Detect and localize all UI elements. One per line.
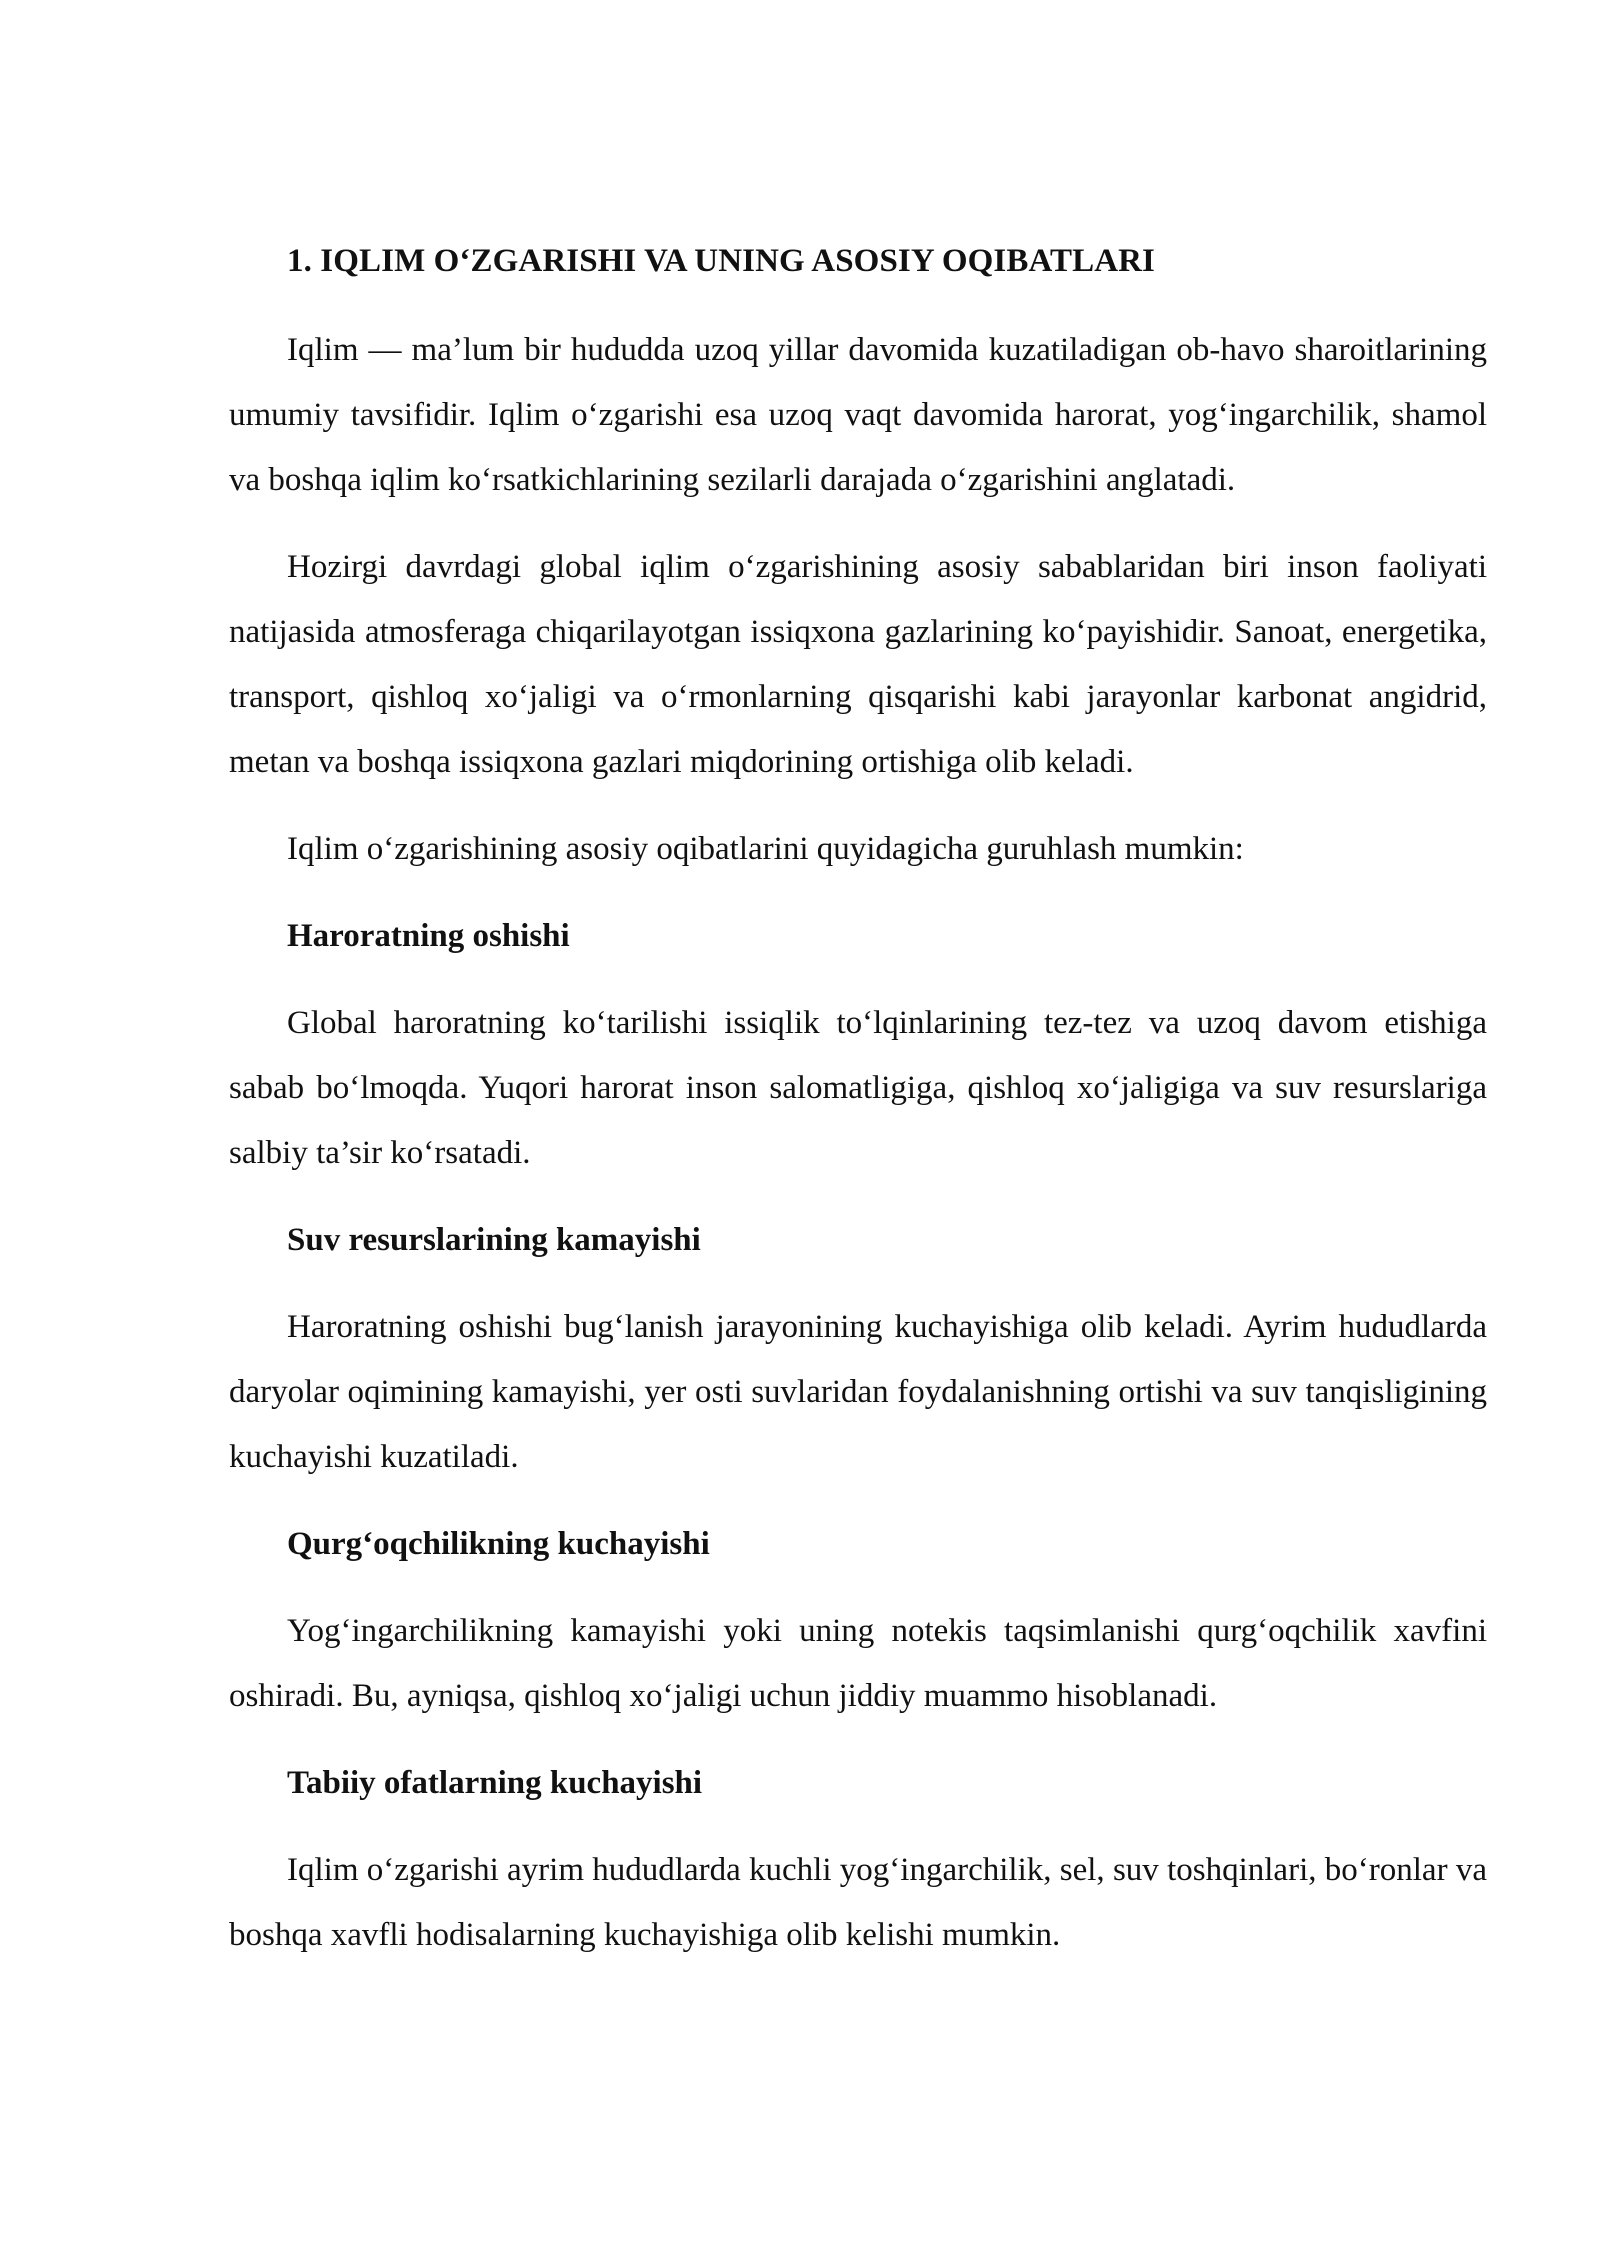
section-text-water: Haroratning oshishi bug‘lanish jarayonining kuchayishiga olib keladi. Ayrim hududlarda daryolar oqimining kamayishi, yer osti suvlaridan foydalanishning ortishi va suv tanqisligining kuchayishi kuzatiladi. bbox=[229, 1309, 1487, 1475]
section-heading-temperature: Haroratning oshishi bbox=[287, 918, 570, 954]
section-text-disasters: Iqlim o‘zgarishi ayrim hududlarda kuchli yog‘ingarchilik, sel, suv toshqinlari, bo‘ronlar va boshqa xavfli hodisalarning kuchayishiga olib kelishi mumkin. bbox=[229, 1852, 1487, 1953]
intro-paragraph-2: Hozirgi davrdagi global iqlim o‘zgarishining asosiy sabablaridan biri inson faoliyati natijasida atmosferaga chiqarilayotgan issiqxona gazlarining ko‘payishidir. Sanoat, energetika, transport, qishloq xo‘jaligi va o‘rmonlarning qisqarishi kabi jarayonlar karbonat angidrid, metan va boshqa issiqxona gazlari miqdorining ortishiga olib keladi. bbox=[229, 549, 1487, 780]
section-heading-drought: Qurg‘oqchilikning kuchayishi bbox=[287, 1526, 710, 1562]
document-title: 1. IQLIM O‘ZGARISHI VA UNING ASOSIY OQIBATLARI bbox=[287, 243, 1155, 279]
section-heading-water: Suv resurslarining kamayishi bbox=[287, 1222, 701, 1258]
section-heading-disasters: Tabiiy ofatlarning kuchayishi bbox=[287, 1765, 703, 1801]
intro-paragraph-1: Iqlim — ma’lum bir hududda uzoq yillar davomida kuzatiladigan ob-havo sharoitlarining umumiy tavsifidir. Iqlim o‘zgarishi esa uzoq vaqt davomida harorat, yog‘ingarchilik, shamol va boshqa iqlim ko‘rsatkichlarining sezilarli darajada o‘zgarishini anglatadi. bbox=[229, 332, 1487, 498]
document-page bbox=[229, 242, 1487, 1968]
intro-paragraph-3: Iqlim o‘zgarishining asosiy oqibatlarini quyidagicha guruhlash mumkin: bbox=[287, 831, 1244, 867]
section-text-temperature: Global haroratning ko‘tarilishi issiqlik to‘lqinlarining tez-tez va uzoq davom etishiga sabab bo‘lmoqda. Yuqori harorat inson salomatligiga, qishloq xo‘jaligiga va suv resurslariga salbiy ta’sir ko‘rsatadi. bbox=[229, 1005, 1487, 1171]
section-text-drought: Yog‘ingarchilikning kamayishi yoki uning notekis taqsimlanishi qurg‘oqchilik xavfini oshiradi. Bu, ayniqsa, qishloq xo‘jaligi uchun jiddiy muammo hisoblanadi. bbox=[229, 1613, 1487, 1714]
